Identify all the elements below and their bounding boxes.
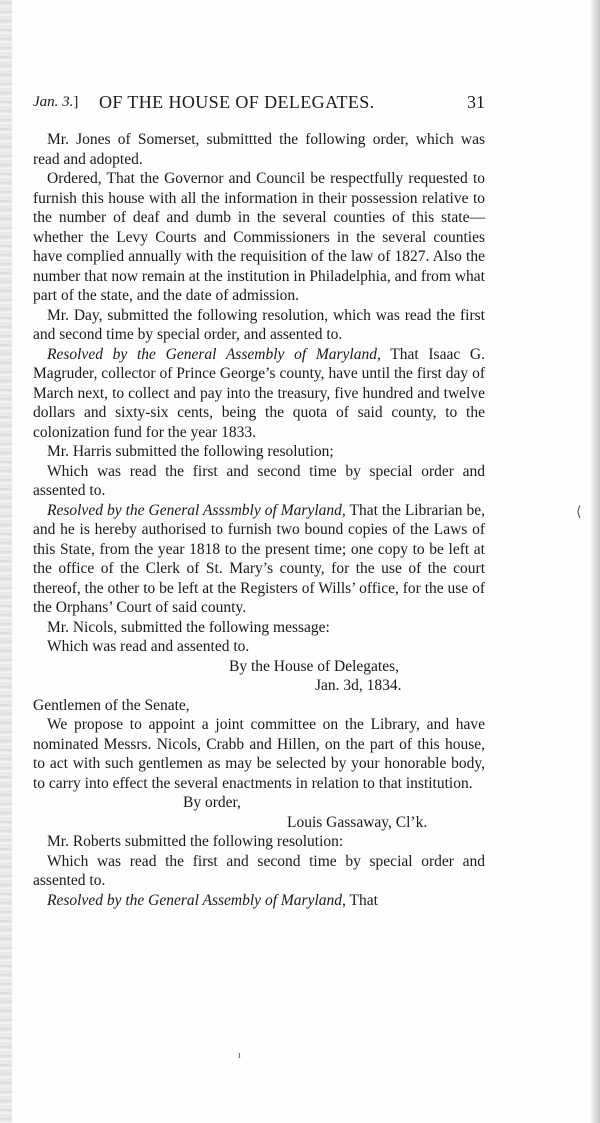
paragraph: Mr. Day, submitted the following resolution, which was read the first and second time by special order, and assented to.: [33, 306, 485, 343]
paragraph: Mr. Roberts submitted the following resolution:: [47, 833, 344, 850]
paragraph: Mr. Jones of Somerset, submittted the following order, which was read and adopted.: [33, 131, 485, 168]
page-right-edge: [590, 0, 600, 1123]
paragraph: Which was read and assented to.: [47, 638, 250, 655]
salutation: Gentlemen of the Senate,: [33, 696, 190, 714]
message-date: Jan. 3d, 1834.: [315, 677, 402, 694]
header-title: OF THE HOUSE OF DELEGATES.: [99, 92, 375, 112]
message-origin: By the House of Delegates,: [229, 657, 400, 675]
by-order: By order,: [183, 794, 241, 811]
paragraph: Ordered, That the Governor and Council be respectfully requested to furnish this house with all the information in their possession relative to the number of deaf and dumb in the several counties of this state—whether the Levy Courts and Commissioners in the several counties have complied annually with the requisition of the law of 1827. Also the number that now remain at the institution in Philadelphia, and from what part of the state, and the date of admission.: [33, 170, 485, 304]
page-header: [33, 92, 485, 120]
signature: Louis Gassaway, Cl’k.: [287, 813, 428, 831]
resolution-lead: Resolved by the General Asssmbly of Maryland,: [47, 501, 346, 519]
paragraph: We propose to appoint a joint committee on the Library, and have nominated Messrs. Nicols, Crabb and Hillen, on the part of this house, to act with such gentlemen as may be selected by your honorable body, to carry into effect the several enactments in relation to that institution.: [33, 716, 485, 792]
margin-dot-mark: ı: [238, 1050, 241, 1061]
header-date: Jan. 3.]: [33, 94, 79, 110]
paragraph: Which was read the first and second time by special order and assented to.: [33, 852, 485, 889]
paragraph: Resolved by the General Asssmbly of Maryland, That the Librarian be, and he is hereby authorised to furnish two bound copies of the Laws of this State, from the year 1818 to the present time; one copy to be left at the office of the Clerk of St. Mary’s county, for the use of the court thereof, the other to be left at the Registers of Wills’ office, for the use of the Orphans’ Court of said county.: [33, 501, 486, 616]
margin-stroke-mark: ⟨: [576, 505, 582, 520]
page-left-edge: [0, 0, 12, 1123]
body-text: [33, 130, 485, 910]
paragraph: Resolved by the General Assembly of Maryland, That: [47, 891, 378, 909]
paragraph: Resolved by the General Assembly of Maryland, That Isaac G. Magruder, collector of Prince George’s county, have until the first day of March next, to collect and pay into the treasury, five hundred and twelve dollars and sixty-six cents, being the quota of said county, to the colonization fund for the year 1833.: [33, 345, 485, 441]
paragraph: Which was read the first and second time by special order and assented to.: [33, 462, 485, 499]
resolution-lead: Resolved by the General Assembly of Maryland,: [47, 345, 381, 363]
paragraph: Mr. Nicols, submitted the following message:: [47, 618, 330, 636]
page-number: 31: [467, 92, 485, 112]
paragraph: Mr. Harris submitted the following resolution;: [47, 443, 334, 460]
resolution-lead: Resolved by the General Assembly of Maryland,: [47, 891, 346, 909]
